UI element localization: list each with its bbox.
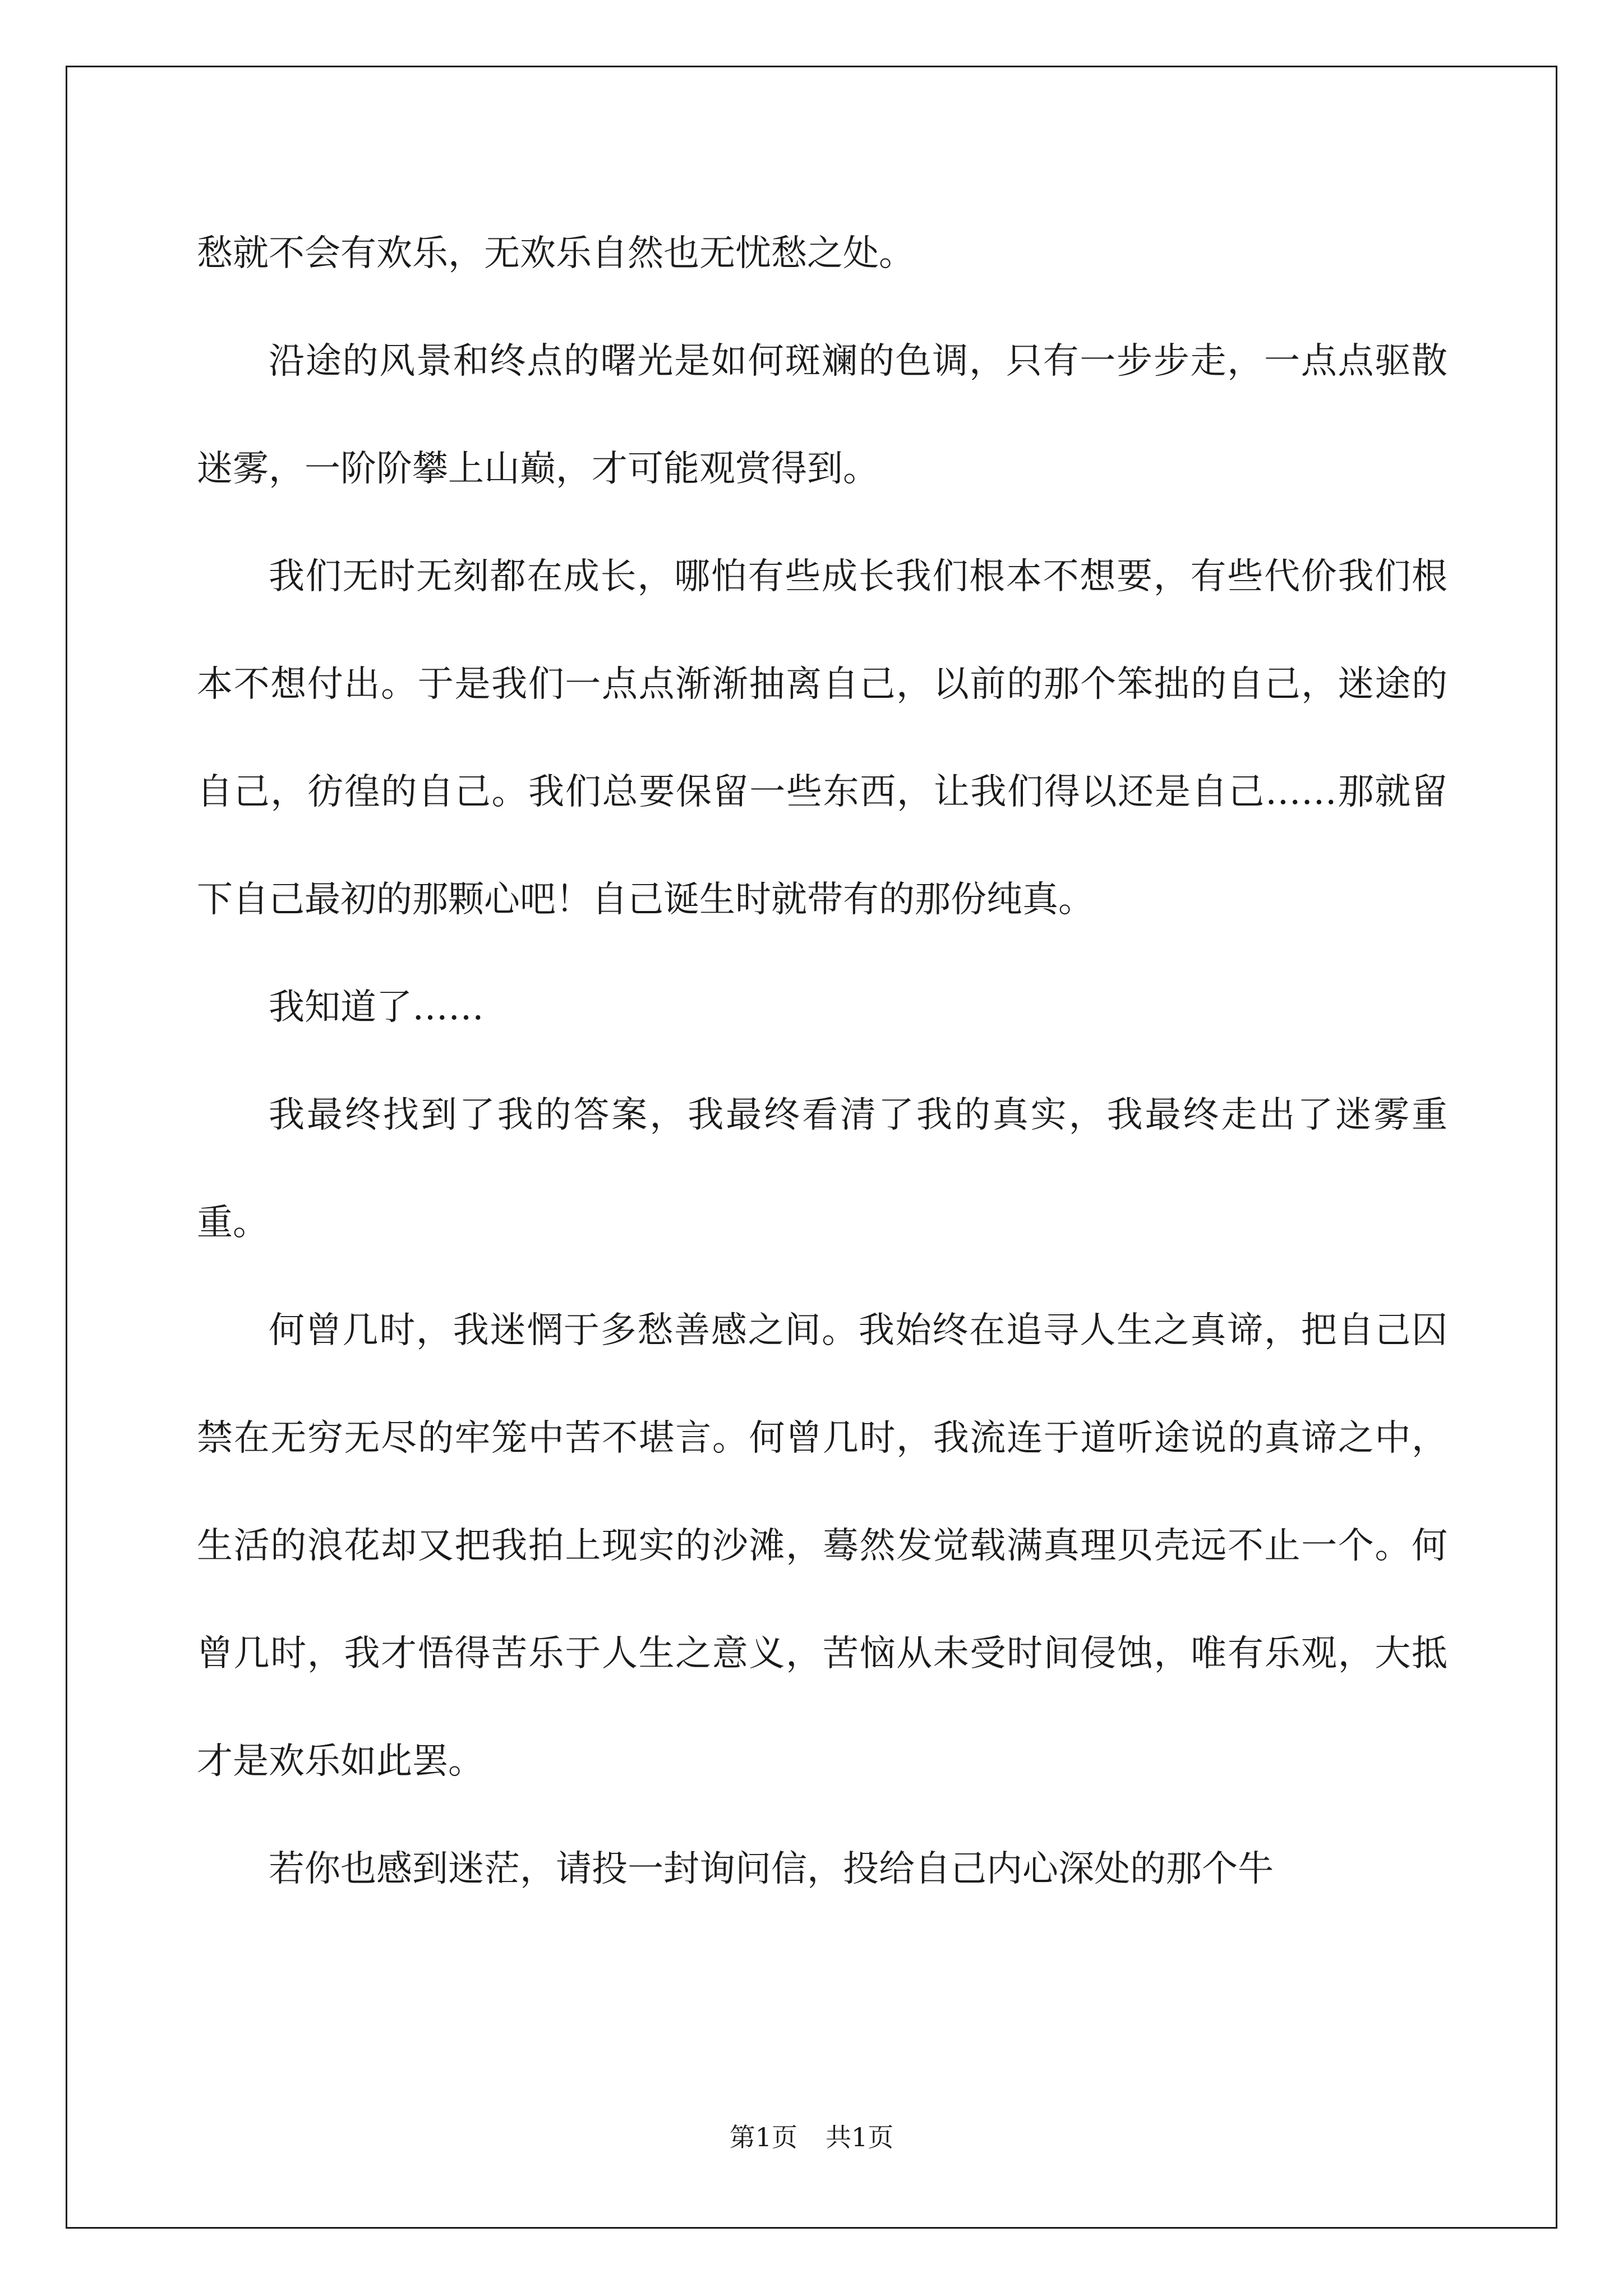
- page-number-total: 共1页: [826, 2122, 894, 2152]
- page-footer: [0, 2120, 1623, 2154]
- paragraph-6: 何曾几时，我迷惘于多愁善感之间。我始终在追寻人生之真谛，把自己囚禁在无穷无尽的牢笼中苦不堪言。何曾几时，我流连于道听途说的真谛之中，生活的浪花却又把我拍上现实的沙滩，蓦然发觉载满真理贝壳远不止一个。何曾几时，我才悟得苦乐于人生之意义，苦恼从未受时间侵蚀，唯有乐观，大抵才是欢乐如此罢。: [197, 1310, 1447, 1782]
- paragraph-5: 我最终找到了我的答案，我最终看清了我的真实，我最终走出了迷雾重重。: [197, 1094, 1447, 1244]
- paragraph-3: 我们无时无刻都在成长，哪怕有些成长我们根本不想要，有些代价我们根本不想付出。于是我们一点点渐渐抽离自己，以前的那个笨拙的自己，迷途的自己，彷徨的自己。我们总要保留一些东西，让我们得以还是自己……那就留下自己最初的那颗心吧！自己诞生时就带有的那份纯真。: [197, 556, 1447, 921]
- paragraph-4: 我知道了……: [269, 987, 484, 1028]
- page-number-current: 第1页: [729, 2122, 797, 2152]
- document-body: [197, 200, 1447, 1923]
- paragraph-1: 愁就不会有欢乐，无欢乐自然也无忧愁之处。: [197, 233, 915, 274]
- paragraph-2: 沿途的风景和终点的曙光是如何斑斓的色调，只有一步步走，一点点驱散迷雾，一阶阶攀上山巅，才可能观赏得到。: [197, 341, 1447, 490]
- paragraph-7: 若你也感到迷茫，请投一封询问信，投给自己内心深处的那个牛: [269, 1848, 1274, 1890]
